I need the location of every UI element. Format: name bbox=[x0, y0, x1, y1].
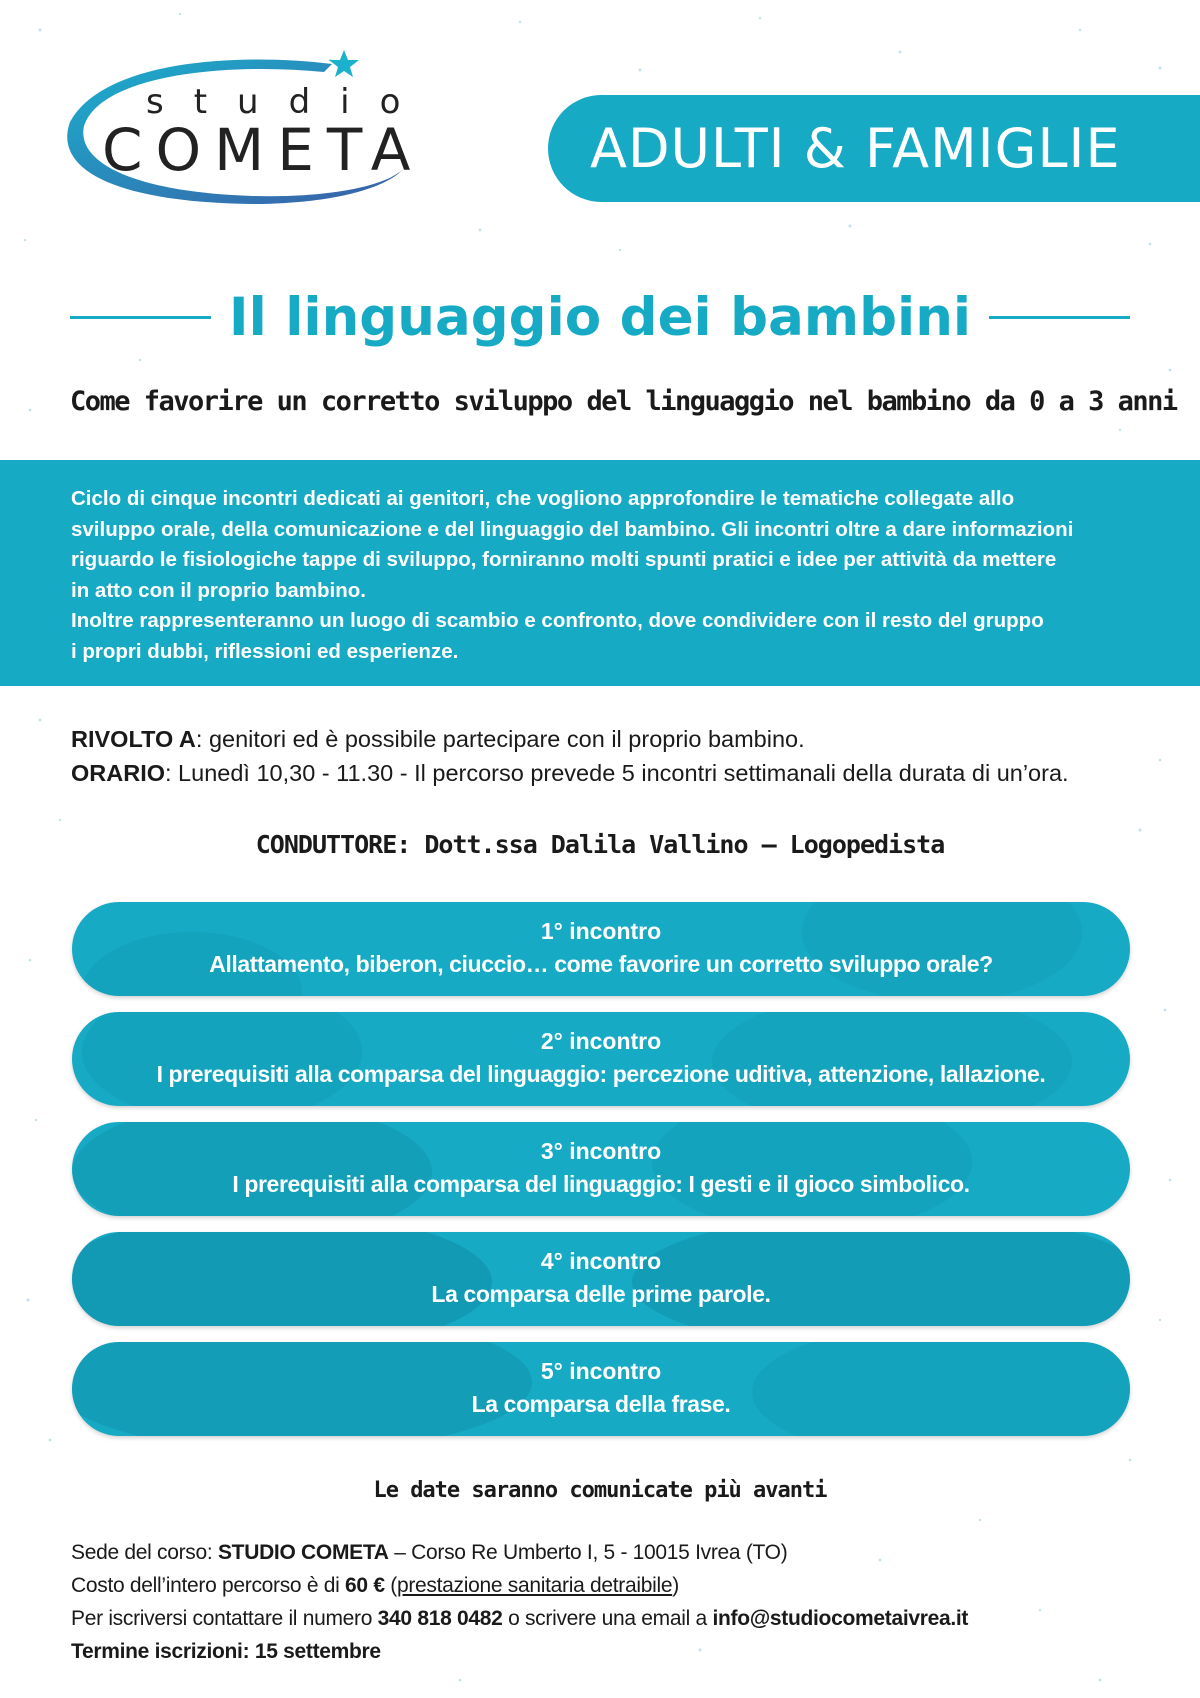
title-divider-right bbox=[989, 316, 1130, 319]
meeting-topic: La comparsa della frase. bbox=[471, 1391, 731, 1417]
studio-cometa-logo bbox=[62, 42, 462, 242]
description-line: riguardo le fisiologiche tappe di sviluppo, forniranno molti spunti pratici e idee per attività da mettere bbox=[71, 548, 1057, 571]
title-divider-left bbox=[70, 316, 211, 319]
meeting-number: 3° incontro bbox=[540, 1138, 662, 1164]
venue-name: STUDIO COMETA bbox=[217, 1541, 389, 1564]
description-line: in atto con il proprio bambino. bbox=[71, 578, 366, 602]
phone-number: 340 818 0482 bbox=[377, 1607, 503, 1630]
meeting-item bbox=[72, 902, 1130, 996]
venue-row bbox=[71, 1536, 1171, 1569]
page-subtitle: Come favorire un corretto sviluppo del linguaggio nel bambino da 0 a 3 anni bbox=[70, 386, 1177, 417]
footer-info bbox=[71, 1536, 1171, 1668]
dates-note: Le date saranno comunicate più avanti bbox=[373, 1478, 827, 1503]
schedule-label: ORARIO bbox=[71, 760, 165, 786]
meeting-topic: Allattamento, biberon, ciuccio… come favorire un corretto sviluppo orale? bbox=[209, 951, 993, 977]
venue-address: – Corso Re Umberto I, 5 - 10015 Ivrea (TO) bbox=[388, 1541, 788, 1564]
meeting-item bbox=[72, 1012, 1130, 1106]
page-title: Il linguaggio dei bambini bbox=[228, 286, 972, 348]
venue-prefix: Sede del corso: bbox=[71, 1541, 218, 1564]
title-row bbox=[70, 282, 1130, 352]
cost-space: ( bbox=[384, 1574, 397, 1597]
cost-value: 60 € bbox=[345, 1574, 385, 1597]
cost-row bbox=[71, 1569, 1171, 1602]
audience-row bbox=[71, 722, 1171, 756]
meeting-number: 1° incontro bbox=[540, 918, 662, 944]
audience-label: RIVOLTO A bbox=[71, 726, 196, 752]
conductor: CONDUTTORE: Dott.ssa Dalila Vallino – Logopedista bbox=[255, 830, 945, 859]
meeting-item bbox=[72, 1122, 1130, 1216]
deadline-row bbox=[71, 1635, 1171, 1668]
description-line: Inoltre rappresenteranno un luogo di scambio e confronto, dove condividere con il resto del gruppo bbox=[71, 609, 1044, 632]
course-info bbox=[71, 722, 1171, 790]
logo-big-text: COMETA bbox=[102, 116, 424, 184]
meetings-list bbox=[72, 902, 1130, 1452]
schedule-text: : Lunedì 10,30 - 11.30 - Il percorso prevede 5 incontri settimanali della durata di un’ora. bbox=[165, 760, 1069, 786]
cost-close: ) bbox=[672, 1574, 679, 1597]
description-line: Ciclo di cinque incontri dedicati ai genitori, che vogliono approfondire le tematiche collegate allo bbox=[71, 487, 1015, 510]
meeting-topic: I prerequisiti alla comparsa del linguaggio: I gesti e il gioco simbolico. bbox=[232, 1171, 970, 1197]
meeting-item bbox=[72, 1232, 1130, 1326]
schedule-row bbox=[71, 756, 1171, 790]
star-icon bbox=[329, 50, 359, 77]
logo-small-text: studio bbox=[146, 82, 431, 122]
cost-prefix: Costo dell’intero percorso è di bbox=[71, 1574, 346, 1597]
description-line: sviluppo orale, della comunicazione e del linguaggio del bambino. Gli incontri oltre a dare informazioni bbox=[71, 517, 1074, 541]
email-address: info@studiocometaivrea.it bbox=[712, 1607, 969, 1630]
meeting-topic: La comparsa delle prime parole. bbox=[431, 1281, 771, 1307]
meeting-topic: I prerequisiti alla comparsa del linguaggio: percezione uditiva, attenzione, lallazione. bbox=[156, 1061, 1046, 1087]
contact-prefix: Per iscriversi contattare il numero bbox=[71, 1607, 378, 1630]
contact-row bbox=[71, 1602, 1171, 1635]
description-line: i propri dubbi, riflessioni ed esperienze. bbox=[71, 639, 459, 663]
description-text bbox=[71, 484, 1129, 667]
deadline: Termine iscrizioni: 15 settembre bbox=[71, 1640, 381, 1663]
contact-mid: o scrivere una email a bbox=[502, 1607, 713, 1630]
meeting-number: 5° incontro bbox=[540, 1358, 662, 1384]
meeting-number: 2° incontro bbox=[540, 1028, 662, 1054]
meeting-item bbox=[72, 1342, 1130, 1436]
cost-note: prestazione sanitaria detraibile bbox=[396, 1574, 673, 1597]
category-banner: ADULTI & FAMIGLIE bbox=[548, 95, 1200, 202]
audience-text: : genitori ed è possibile partecipare con il proprio bambino. bbox=[195, 726, 805, 752]
meeting-number: 4° incontro bbox=[540, 1248, 662, 1274]
description-band bbox=[0, 460, 1200, 686]
